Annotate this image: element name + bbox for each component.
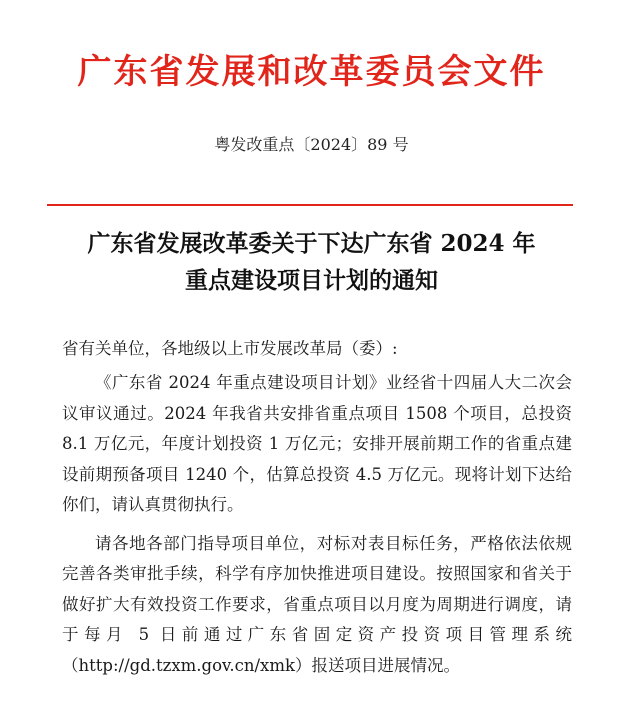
document-number: 粤发改重点〔2024〕89 号 xyxy=(214,135,409,154)
salutation: 省有关单位，各地级以上市发展改革局（委）: xyxy=(62,339,398,358)
red-divider-line xyxy=(47,204,573,206)
document-header-title: 广东省发展和改革委员会文件 xyxy=(77,52,546,92)
notice-title-line-1: 广东省发展改革委关于下达广东省 2024 年 xyxy=(87,230,536,257)
notice-title-line-2: 重点建设项目计划的通知 xyxy=(185,267,438,294)
notice-body xyxy=(62,334,572,681)
body-paragraph-2: 请各地各部门指导项目单位，对标对表目标任务，严格依法依规完善各类审批手续，科学有序加快推进项目建设。按照国家和省关于做好扩大有效投资工作要求，省重点项目以月度为周期进行调度，请于每月 5 日前通过广东省固定资产投资项目管理系统（http://gd.tzxm.gov.cn/xmk）报送项目进展情况。 xyxy=(62,533,572,675)
body-paragraph-1: 《广东省 2024 年重点建设项目计划》业经省十四届人大二次会议审议通过。2024 年我省共安排省重点项目 1508 个项目，总投资 8.1 万亿元，年度计划投资 1 万亿元；安排开展前期工作的省重点建设前期预备项目 1240 个，估算总投资 4.5 万亿元。现将计划下达给你们，请认真贯彻执行。 xyxy=(62,373,572,514)
